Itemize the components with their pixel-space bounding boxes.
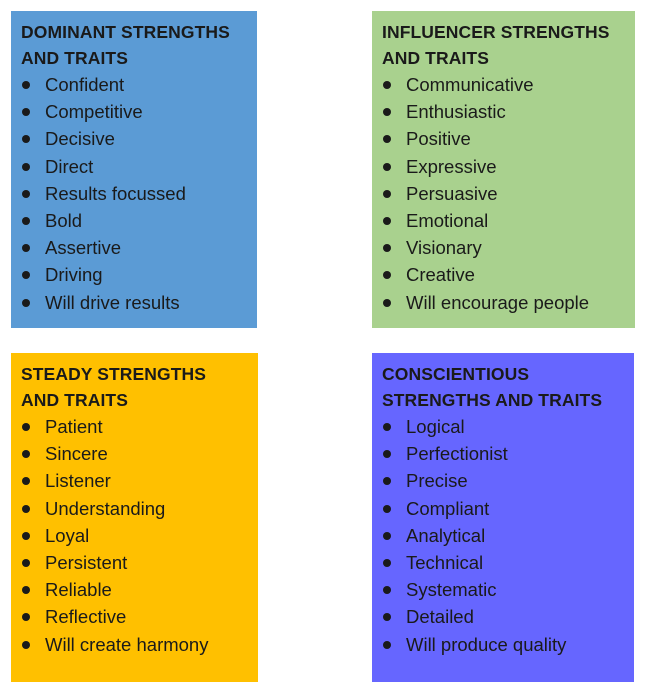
trait-label: Loyal [45,524,90,546]
steady-traits-box [11,353,258,682]
trait-label: Assertive [45,237,122,259]
trait-label: Results focussed [45,182,186,204]
trait-list-item [21,207,247,234]
trait-list-item [382,207,625,234]
bullet-icon [383,613,391,621]
trait-label: Systematic [406,579,497,601]
trait-label: Driving [45,264,103,286]
bullet-icon [383,163,391,171]
trait-list-item [21,495,248,522]
trait-label: Reflective [45,606,127,628]
trait-list-item [382,467,624,494]
bullet-icon [383,532,391,540]
trait-label: Reliable [45,579,112,601]
trait-list-item [382,440,624,467]
box-title: DOMINANT STRENGTHS AND TRAITS [21,22,230,68]
trait-list-item [21,125,247,152]
bullet-icon [22,559,30,567]
trait-list-item [382,413,624,440]
bullet-icon [22,613,30,621]
trait-list-item [382,522,624,549]
bullet-icon [22,81,30,89]
trait-label: Listener [45,470,111,492]
bullet-icon [22,505,30,513]
bullet-icon [383,450,391,458]
trait-label: Persuasive [406,182,498,204]
trait-list [382,71,625,316]
dominant-traits-box [11,11,257,328]
trait-label: Persistent [45,552,128,574]
trait-label: Confident [45,74,125,95]
bullet-icon [383,423,391,431]
trait-label: Decisive [45,128,115,150]
trait-list [21,71,247,316]
trait-label: Perfectionist [406,443,508,465]
trait-list-item [21,576,248,603]
bullet-icon [383,108,391,116]
trait-list-item [382,603,624,630]
trait-list-item [382,289,625,316]
bullet-icon [383,477,391,485]
trait-label: Will create harmony [45,633,209,655]
trait-label: Will encourage people [406,291,590,313]
bullet-icon [383,244,391,252]
box-title: CONSCIENTIOUS STRENGTHS AND TRAITS [382,364,603,410]
trait-list-item [382,71,625,98]
bullet-icon [383,81,391,89]
bullet-icon [383,641,391,649]
trait-label: Understanding [45,497,166,519]
bullet-icon [22,190,30,198]
bullet-icon [383,190,391,198]
bullet-icon [22,217,30,225]
trait-label: Will drive results [45,291,180,313]
trait-list-item [21,289,247,316]
trait-list [21,413,248,658]
trait-label: Precise [406,470,468,492]
bullet-icon [22,244,30,252]
trait-label: Sincere [45,443,108,465]
trait-list-item [21,413,248,440]
trait-list-item [21,98,247,125]
trait-label: Communicative [406,74,534,95]
trait-label: Compliant [406,497,490,519]
trait-list-item [21,467,248,494]
trait-label: Bold [45,210,83,232]
trait-list-item [21,440,248,467]
bullet-icon [383,559,391,567]
trait-label: Emotional [406,210,489,232]
bullet-icon [22,299,30,307]
box-title: STEADY STRENGTHS AND TRAITS [21,364,207,410]
trait-list-item [382,631,624,658]
trait-label: Expressive [406,155,497,177]
trait-list-item [21,71,247,98]
bullet-icon [383,135,391,143]
trait-label: Visionary [406,237,482,259]
trait-list-item [382,234,625,261]
trait-list-item [21,180,247,207]
bullet-icon [22,108,30,116]
box-title: INFLUENCER STRENGTHS AND TRAITS [382,22,610,68]
bullet-icon [383,505,391,513]
bullet-icon [383,586,391,594]
trait-list-item [21,153,247,180]
trait-list-item [21,549,248,576]
trait-label: Technical [406,552,484,574]
conscientious-traits-box [372,353,634,682]
trait-label: Creative [406,264,475,286]
bullet-icon [22,586,30,594]
bullet-icon [383,271,391,279]
trait-label: Detailed [406,606,474,628]
bullet-icon [22,423,30,431]
bullet-icon [22,532,30,540]
bullet-icon [22,271,30,279]
trait-list-item [21,522,248,549]
trait-label: Logical [406,416,465,437]
trait-label: Will produce quality [406,633,567,655]
bullet-icon [22,641,30,649]
bullet-icon [22,477,30,485]
trait-label: Direct [45,155,94,177]
trait-list [382,413,624,658]
trait-list-item [21,234,247,261]
bullet-icon [22,450,30,458]
trait-list-item [21,261,247,288]
bullet-icon [22,135,30,143]
influencer-traits-box [372,11,635,328]
trait-label: Competitive [45,101,143,123]
trait-label: Enthusiastic [406,101,506,123]
bullet-icon [22,163,30,171]
trait-list-item [382,495,624,522]
bullet-icon [383,217,391,225]
trait-list-item [382,576,624,603]
trait-list-item [382,549,624,576]
trait-list-item [382,125,625,152]
bullet-icon [383,299,391,307]
trait-label: Patient [45,416,103,437]
trait-list-item [21,603,248,630]
trait-list-item [382,180,625,207]
trait-list-item [382,98,625,125]
trait-list-item [382,261,625,288]
trait-label: Positive [406,128,471,150]
trait-label: Analytical [406,524,486,546]
trait-list-item [382,153,625,180]
trait-list-item [21,631,248,658]
